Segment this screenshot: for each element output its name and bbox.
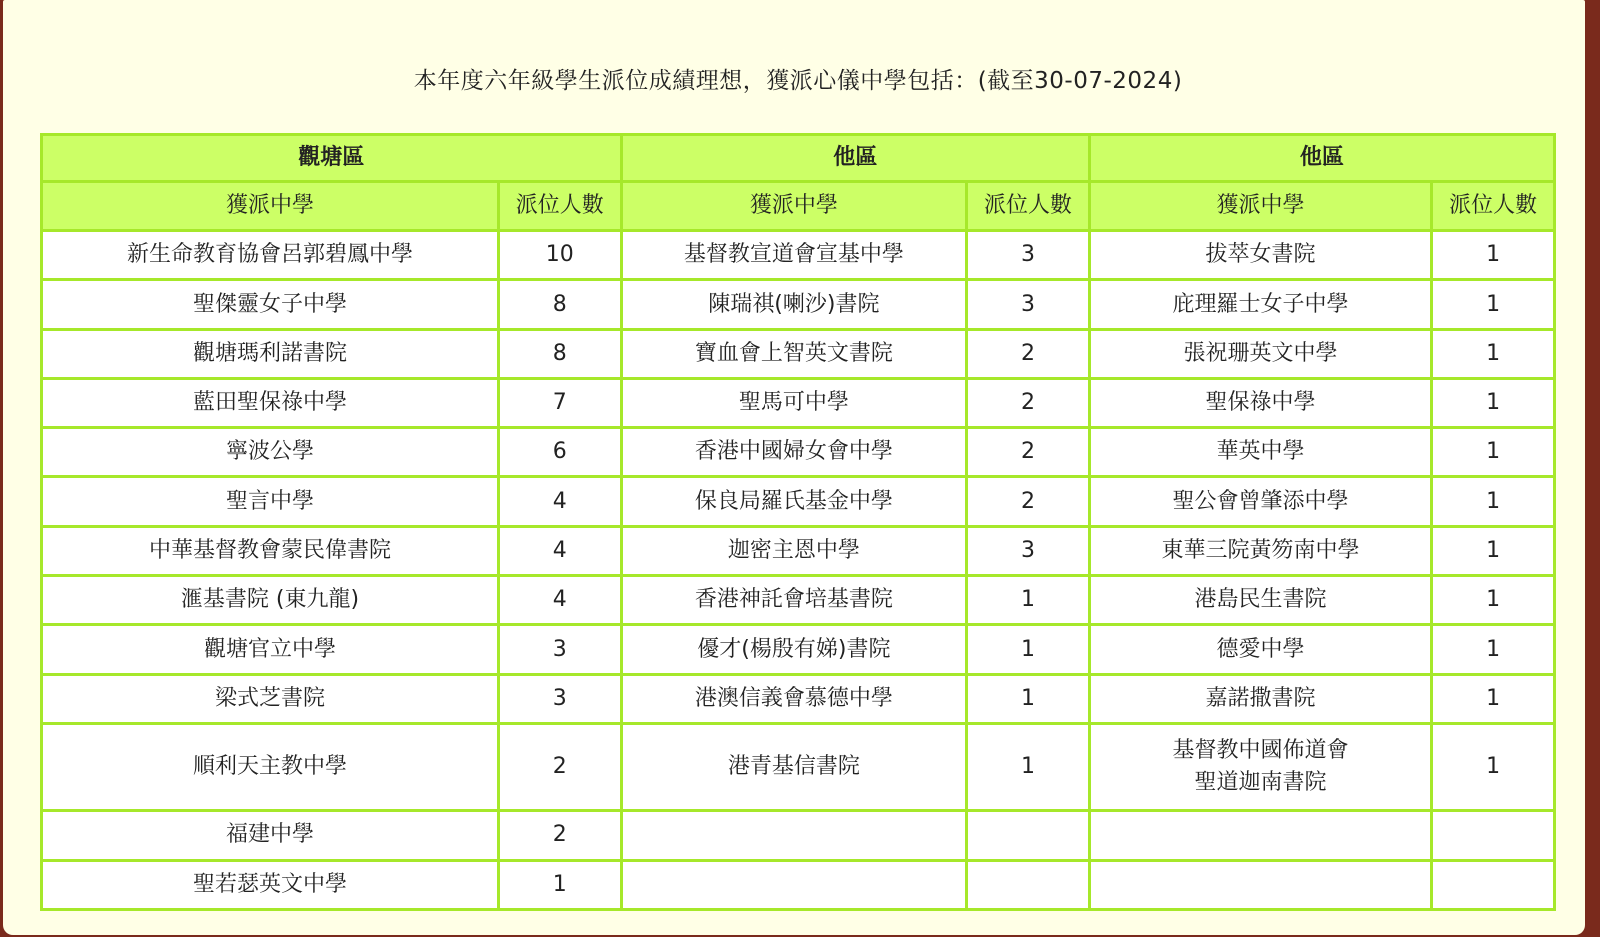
empty-cell: [1089, 860, 1431, 909]
count-cell: 1: [498, 860, 621, 909]
count-cell: 3: [498, 625, 621, 674]
count-cell: 1: [1432, 231, 1555, 280]
count-cell: 3: [498, 674, 621, 723]
column-header-row: [42, 182, 1555, 231]
school-cell: 陳瑞祺(喇沙)書院: [621, 280, 967, 329]
count-cell: 2: [967, 428, 1090, 477]
table-row: [42, 860, 1555, 909]
school-cell: 聖若瑟英文中學: [42, 860, 499, 909]
count-cell: 1: [1432, 378, 1555, 427]
school-cell: 庇理羅士女子中學: [1089, 280, 1431, 329]
count-cell: 3: [967, 280, 1090, 329]
table-row: [42, 811, 1555, 860]
empty-cell: [1432, 811, 1555, 860]
region-header-row: [42, 135, 1555, 182]
school-cell: 優才(楊殷有娣)書院: [621, 625, 967, 674]
empty-cell: [621, 811, 967, 860]
count-cell: 1: [1432, 625, 1555, 674]
table-row: [42, 576, 1555, 625]
school-cell: 港島民生書院: [1089, 576, 1431, 625]
column-header-school: 獲派中學: [621, 182, 967, 231]
count-cell: 2: [967, 329, 1090, 378]
count-cell: 1: [1432, 526, 1555, 575]
school-cell: 拔萃女書院: [1089, 231, 1431, 280]
school-cell: 聖言中學: [42, 477, 499, 526]
count-cell: 1: [1432, 576, 1555, 625]
column-header-count: 派位人數: [498, 182, 621, 231]
school-cell: 寧波公學: [42, 428, 499, 477]
school-cell: 滙基書院 (東九龍): [42, 576, 499, 625]
school-cell: 港青基信書院: [621, 723, 967, 810]
empty-cell: [1432, 860, 1555, 909]
count-cell: 1: [1432, 723, 1555, 810]
school-cell: 保良局羅氏基金中學: [621, 477, 967, 526]
school-cell: 梁式芝書院: [42, 674, 499, 723]
count-cell: 2: [498, 723, 621, 810]
region-header-other-2: 他區: [1089, 135, 1554, 182]
school-cell: 張祝珊英文中學: [1089, 329, 1431, 378]
table-row: [42, 674, 1555, 723]
table-row: [42, 428, 1555, 477]
table-row: [42, 231, 1555, 280]
school-cell: 聖傑靈女子中學: [42, 280, 499, 329]
empty-cell: [1089, 811, 1431, 860]
school-cell: 香港神託會培基書院: [621, 576, 967, 625]
count-cell: 2: [967, 477, 1090, 526]
school-cell: 新生命教育協會呂郭碧鳳中學: [42, 231, 499, 280]
count-cell: 6: [498, 428, 621, 477]
table-row: [42, 723, 1555, 810]
count-cell: 1: [1432, 477, 1555, 526]
school-cell: 聖馬可中學: [621, 378, 967, 427]
school-cell: 東華三院黃笏南中學: [1089, 526, 1431, 575]
page-headline: 本年度六年級學生派位成績理想，獲派心儀中學包括：(截至30-07-2024): [413, 68, 1183, 94]
count-cell: 1: [967, 674, 1090, 723]
school-name-line-2: 聖道迦南書院: [1194, 770, 1327, 796]
count-cell: 3: [967, 231, 1090, 280]
table-row: [42, 280, 1555, 329]
school-cell: 順利天主教中學: [42, 723, 499, 810]
count-cell: 1: [967, 576, 1090, 625]
school-cell: 香港中國婦女會中學: [621, 428, 967, 477]
empty-cell: [967, 860, 1090, 909]
count-cell: 4: [498, 477, 621, 526]
school-cell: 聖保祿中學: [1089, 378, 1431, 427]
count-cell: 8: [498, 280, 621, 329]
count-cell: 1: [967, 723, 1090, 810]
school-cell: 德愛中學: [1089, 625, 1431, 674]
count-cell: 1: [1432, 280, 1555, 329]
school-cell: 嘉諾撒書院: [1089, 674, 1431, 723]
school-cell: 觀塘官立中學: [42, 625, 499, 674]
table-row: [42, 329, 1555, 378]
school-cell: 基督教宣道會宣基中學: [621, 231, 967, 280]
table-row: [42, 378, 1555, 427]
school-name-line-1: 基督教中國佈道會: [1172, 738, 1349, 764]
table-row: [42, 526, 1555, 575]
count-cell: 1: [967, 625, 1090, 674]
school-cell: 觀塘瑪利諾書院: [42, 329, 499, 378]
school-cell-two-line: [1089, 723, 1431, 810]
count-cell: 2: [967, 378, 1090, 427]
count-cell: 1: [1432, 329, 1555, 378]
count-cell: 1: [1432, 428, 1555, 477]
school-cell: 中華基督教會蒙民偉書院: [42, 526, 499, 575]
count-cell: 7: [498, 378, 621, 427]
school-cell: 藍田聖保祿中學: [42, 378, 499, 427]
school-cell: 聖公會曾肇添中學: [1089, 477, 1431, 526]
count-cell: 10: [498, 231, 621, 280]
table-row: [42, 477, 1555, 526]
count-cell: 1: [1432, 674, 1555, 723]
school-cell: 港澳信義會慕德中學: [621, 674, 967, 723]
count-cell: 2: [498, 811, 621, 860]
empty-cell: [967, 811, 1090, 860]
school-cell: 福建中學: [42, 811, 499, 860]
column-header-count: 派位人數: [967, 182, 1090, 231]
region-header-other-1: 他區: [621, 135, 1089, 182]
column-header-school: 獲派中學: [42, 182, 499, 231]
column-header-count: 派位人數: [1432, 182, 1555, 231]
region-header-kwun-tong: 觀塘區: [42, 135, 622, 182]
count-cell: 8: [498, 329, 621, 378]
count-cell: 4: [498, 526, 621, 575]
placement-table: [40, 133, 1556, 911]
count-cell: 4: [498, 576, 621, 625]
page-background: [3, 0, 1585, 935]
count-cell: 3: [967, 526, 1090, 575]
column-header-school: 獲派中學: [1089, 182, 1431, 231]
empty-cell: [621, 860, 967, 909]
school-cell: 華英中學: [1089, 428, 1431, 477]
school-cell: 迦密主恩中學: [621, 526, 967, 575]
school-cell: 寶血會上智英文書院: [621, 329, 967, 378]
table-row: [42, 625, 1555, 674]
